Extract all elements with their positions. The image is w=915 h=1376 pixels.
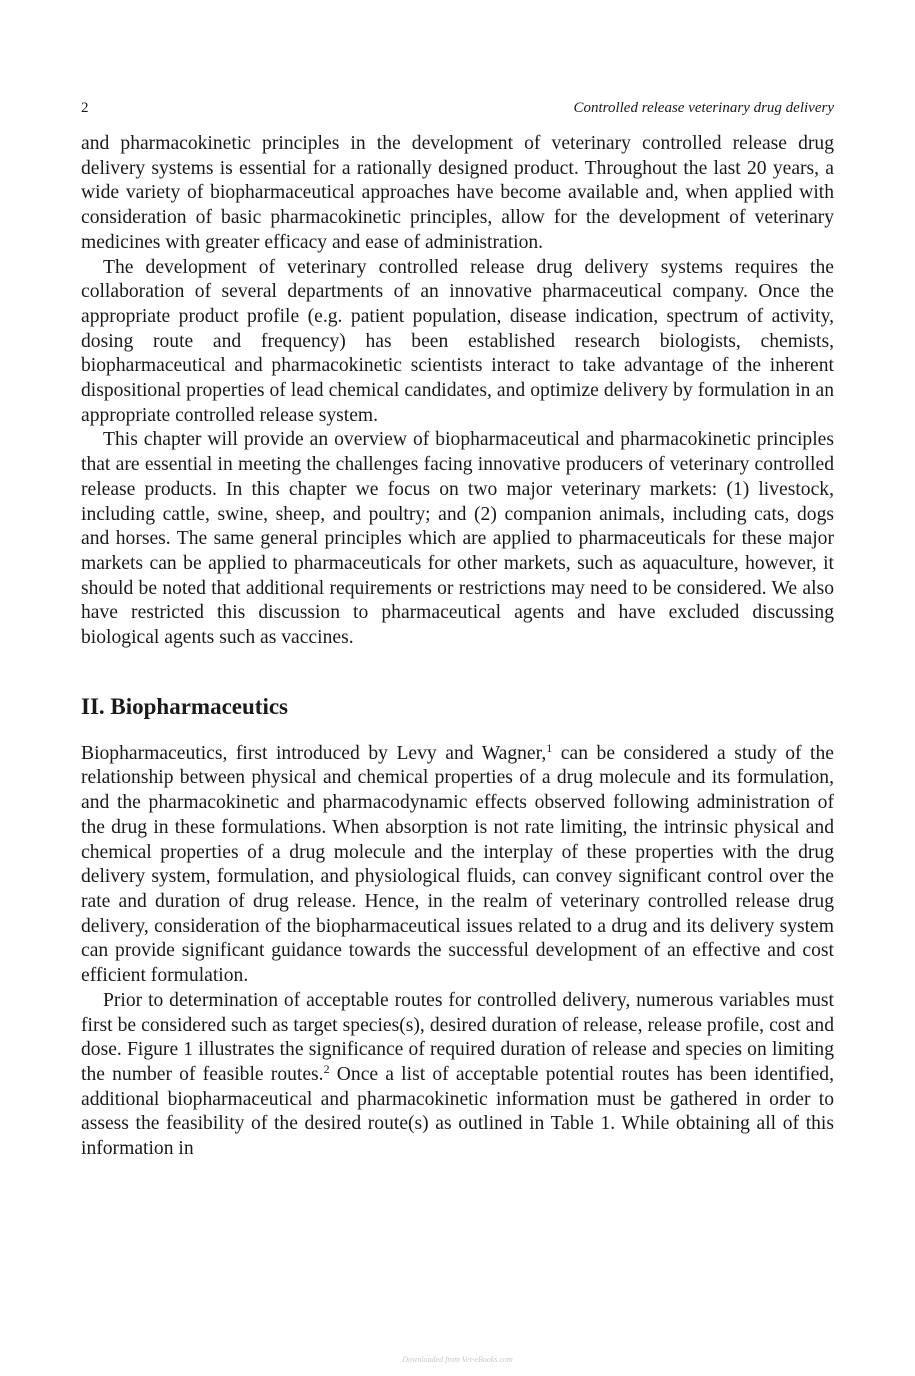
text-span: Biopharmaceutics, first introduced by Levy and Wagner, xyxy=(81,742,547,764)
reference-superscript: 1 xyxy=(546,740,553,755)
reference-superscript: 2 xyxy=(323,1061,330,1076)
running-header xyxy=(81,98,834,118)
text-span: Prior to determination of acceptable routes for controlled delivery, numerous variables must first be considered such as target species(s), desired duration of release, release profile, cost and dose. Figure 1 illustrates the significance of required duration of release and species on limiting the number of feasible routes. xyxy=(81,989,834,1085)
page-number: 2 xyxy=(81,100,89,116)
text-span: Once a list of acceptable potential routes has been identified, additional biopharmaceutical and pharmacokinetic information must be gathered in order to assess the feasibility of the desired route(s) as outlined in Table 1. While obtaining all of this information in xyxy=(81,1063,834,1160)
paragraph-routes xyxy=(81,989,834,1162)
page-body xyxy=(81,98,834,1162)
text-span: can be considered a study of the relationship between physical and chemical properties of a drug molecule and its formulation, and the pharmacokinetic and pharmacodynamic effects observed following administration of the drug in these formulations. When absorption is not rate limiting, the intrinsic physical and chemical properties of a drug molecule and the interplay of these properties with the drug delivery system, formulation, and physiological fluids, can convey significant control over the rate and duration of drug release. Hence, in the realm of veterinary controlled release drug delivery, consideration of the biopharmaceutical issues related to a drug and its delivery system can provide significant guidance towards the successful development of an effective and cost efficient formulation. xyxy=(81,742,834,987)
paragraph-biopharmaceutics-definition xyxy=(81,742,834,989)
running-title: Controlled release veterinary drug delivery xyxy=(573,100,834,116)
watermark: Downloaded from Vet-eBooks.com xyxy=(402,1355,513,1364)
paragraph-continued: and pharmacokinetic principles in the development of veterinary controlled release drug delivery systems is essential for a rationally designed product. Throughout the last 20 years, a wide variety of biopharmaceutical approaches have become available and, when applied with consideration of basic pharmacokinetic principles, allow for the development of veterinary medicines with greater efficacy and ease of administration. xyxy=(81,133,834,253)
section-heading: II. Biopharmaceutics xyxy=(81,693,288,719)
paragraph-collaboration: The development of veterinary controlled release drug delivery systems requires the collaboration of several departments of an innovative pharmaceutical company. Once the appropriate product profile (e.g. patient population, disease indication, spectrum of activity, dosing route and frequency) has been established research biologists, chemists, biopharmaceutical and pharmacokinetic scientists interact to take advantage of the inherent dispositional properties of lead chemical candidates, and optimize delivery by formulation in an appropriate controlled release system. xyxy=(81,256,834,426)
paragraph-chapter-overview: This chapter will provide an overview of biopharmaceutical and pharmacokinetic principles that are essential in meeting the challenges facing innovative producers of veterinary controlled release products. In this chapter we focus on two major veterinary markets: (1) livestock, including cattle, swine, sheep, and poultry; and (2) companion animals, including cats, dogs and horses. The same general principles which are applied to pharmaceuticals for these major markets can be applied to pharmaceuticals for other markets, such as aquaculture, however, it should be noted that additional requirements or restrictions may need to be considered. We also have restricted this discussion to pharmaceutical agents and have excluded discussing biological agents such as vaccines. xyxy=(81,429,834,649)
